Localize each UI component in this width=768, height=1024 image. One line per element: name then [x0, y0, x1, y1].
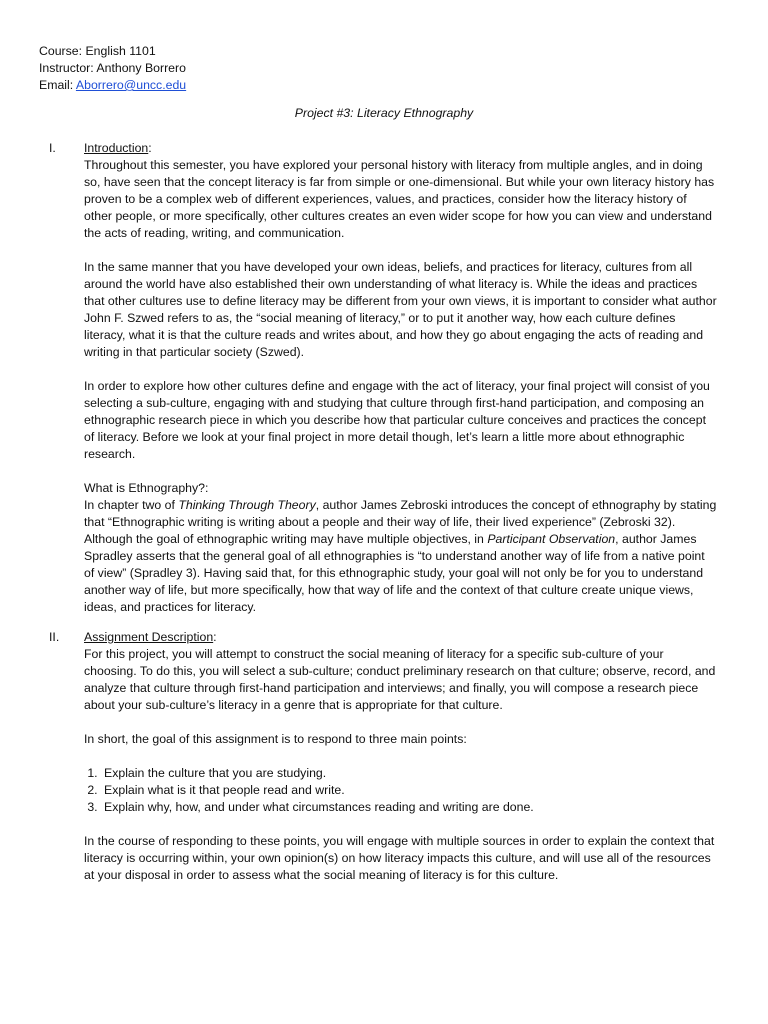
main-points-list [84, 765, 718, 816]
text-run: , author James Spradley asserts that the general goal of all ethnographies is “to understand another way of life from a native point of view” (Spradley 3). Having said that, for this ethnographic study, your goal will not only be for you to understand another way of life, but more specifically, how that way of life and the context of that culture create unique views, ideas, and practices for literacy. [84, 532, 705, 614]
section-heading-text: Introduction [84, 141, 149, 155]
email-link[interactable]: Aborrero@uncc.edu [75, 78, 187, 92]
book-title: Thinking Through Theory [178, 498, 316, 512]
section-heading-text: Assignment Description [84, 630, 214, 644]
list-item: 3. Explain why, how, and under what circumstances reading and writing are done. [101, 799, 718, 816]
list-item: 1. Explain the culture that you are studying. [101, 765, 718, 782]
section-heading-colon: : [213, 630, 217, 644]
instructor-line: Instructor: Anthony Borrero [39, 61, 186, 75]
text-run: In chapter two of [84, 498, 179, 512]
section-introduction [39, 140, 719, 633]
paragraph: In short, the goal of this assignment is to respond to three main points: [84, 732, 467, 746]
text-run: , author James Zebroski introduces the concept of ethnography by stating that “Ethnographic writing is writing about a people and their way of life, their lived experience” (Zebroski 32). Although the goal of ethnographic writing may have multiple objectives, in [84, 498, 717, 546]
section-heading [84, 140, 718, 157]
subheading: What is Ethnography?: [84, 481, 209, 495]
section-heading-colon: : [148, 141, 152, 155]
paragraph: In order to explore how other cultures define and engage with the act of literacy, your final project will consist of you selecting a sub-culture, engaging with and studying that culture through first-hand participation, and composing an ethnographic research piece in which you describe how that particular culture conceives and practices the concept of literacy. Before we look at your final project in more detail though, let’s learn a little more about ethnographic research. [84, 379, 710, 461]
document-title: Project #3: Literacy Ethnography [294, 106, 474, 120]
section-number: II. [49, 630, 60, 644]
email-label: Email: [39, 78, 76, 92]
paragraph [84, 497, 718, 616]
paragraph: For this project, you will attempt to construct the social meaning of literacy for a specific sub-culture of your choosing. To do this, you will select a sub-culture; conduct preliminary research on that culture; observe, record, and analyze that culture through first-hand participation and interviews; and finally, you will compose a research piece about your sub-culture’s literacy in a genre that is appropriate for that culture. [84, 647, 716, 712]
course-line: Course: English 1101 [39, 44, 156, 58]
book-title: Participant Observation [487, 532, 616, 546]
section-assignment-description [39, 629, 719, 901]
paragraph: Throughout this semester, you have explored your personal history with literacy from multiple angles, and in doing so, have seen that the concept literacy is far from simple or one-dimensional. But while your own literacy history has proven to be a complex web of different experiences, values, and practices, consider how the literacy history of other people, or more specifically, other cultures creates an even wider scope for how you can view and understand the acts of reading, writing, and communication. [84, 158, 715, 240]
section-number: I. [49, 141, 56, 155]
course-header [39, 43, 186, 94]
paragraph: In the course of responding to these points, you will engage with multiple sources in order to explain the context that literacy is occurring within, your own opinion(s) on how literacy impacts this culture, and will use all of the resources at your disposal in order to assess what the social meaning of literacy is for this culture. [84, 834, 715, 882]
section-heading [84, 629, 718, 646]
list-item: 2. Explain what is it that people read and write. [101, 782, 718, 799]
email-line [39, 77, 186, 94]
paragraph: In the same manner that you have developed your own ideas, beliefs, and practices for literacy, cultures from all around the world have also established their own understanding of what literacy is. While the ideas and practices that other cultures use to define literacy may be different from your own views, it is important to consider what author John F. Szwed refers to as, the “social meaning of literacy,” or to put it another way, how each culture defines literacy, what it is that the culture reads and writes about, and how they go about engaging the acts of reading and writing in that particular society (Szwed). [84, 260, 717, 359]
